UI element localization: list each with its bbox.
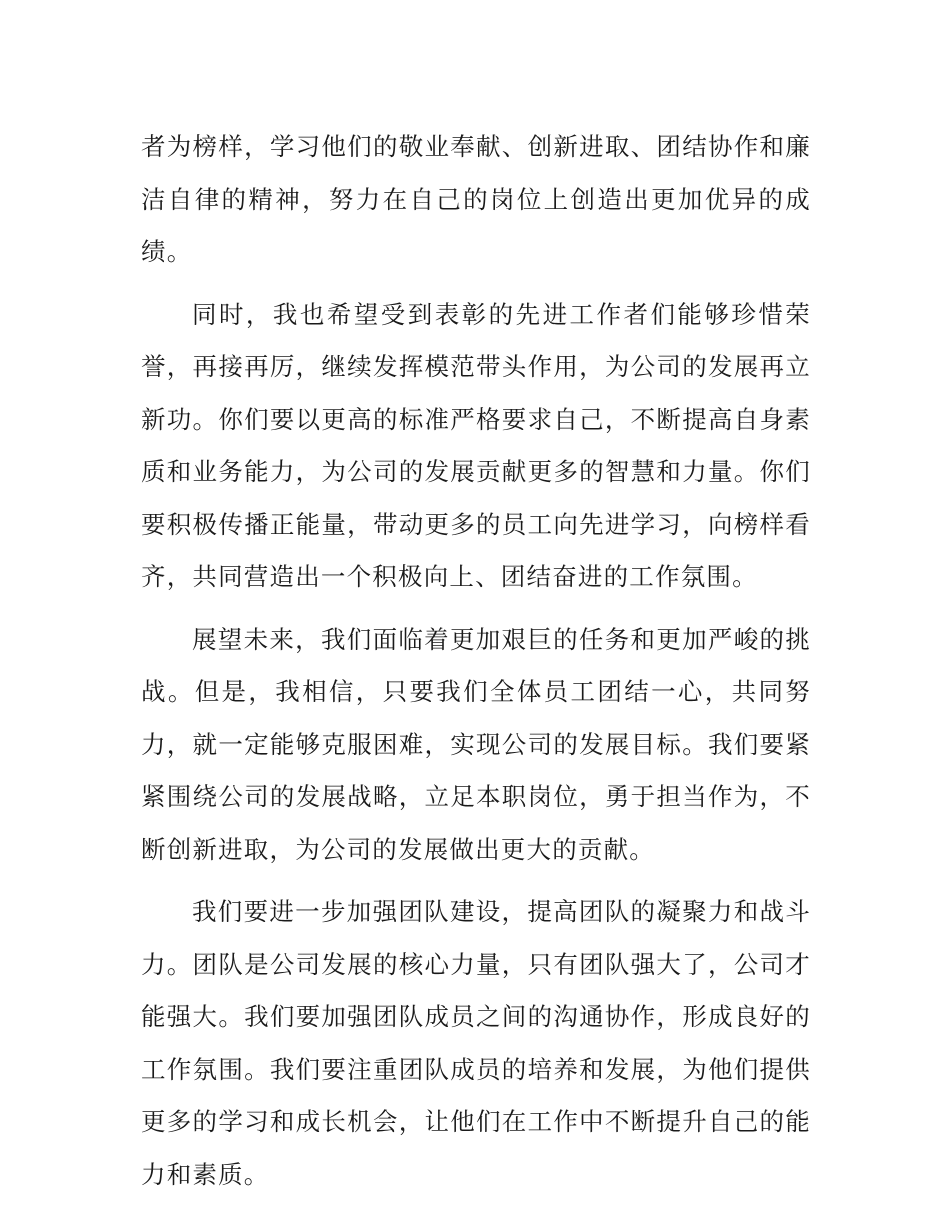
paragraph-future-outlook: 展望未来，我们面临着更加艰巨的任务和更加严峻的挑战。但是，我相信，只要我们全体员工团结一心，共同努力，就一定能够克服困难，实现公司的发展目标。我们要紧紧围绕公司的发展战略，立足本职岗位，勇于担当作为，不断创新进取，为公司的发展做出更大的贡献。 <box>141 624 811 864</box>
paragraph-honor-expectation: 同时，我也希望受到表彰的先进工作者们能够珍惜荣誉，再接再厉，继续发挥模范带头作用，为公司的发展再立新功。你们要以更高的标准严格要求自己，不断提高自身素质和业务能力，为公司的发展贡献更多的智慧和力量。你们要积极传播正能量，带动更多的员工向先进学习，向榜样看齐，共同营造出一个积极向上、团结奋进的工作氛围。 <box>141 299 811 591</box>
document-body <box>141 121 811 1201</box>
paragraph-continuation: 者为榜样，学习他们的敬业奉献、创新进取、团结协作和廉洁自律的精神，努力在自己的岗位上创造出更加优异的成绩。 <box>141 132 811 266</box>
paragraph-team-building: 我们要进一步加强团队建设，提高团队的凝聚力和战斗力。团队是公司发展的核心力量，只有团队强大了，公司才能强大。我们要加强团队成员之间的沟通协作，形成良好的工作氛围。我们要注重团队成员的培养和发展，为他们提供更多的学习和成长机会，让他们在工作中不断提升自己的能力和素质。 <box>141 897 811 1189</box>
